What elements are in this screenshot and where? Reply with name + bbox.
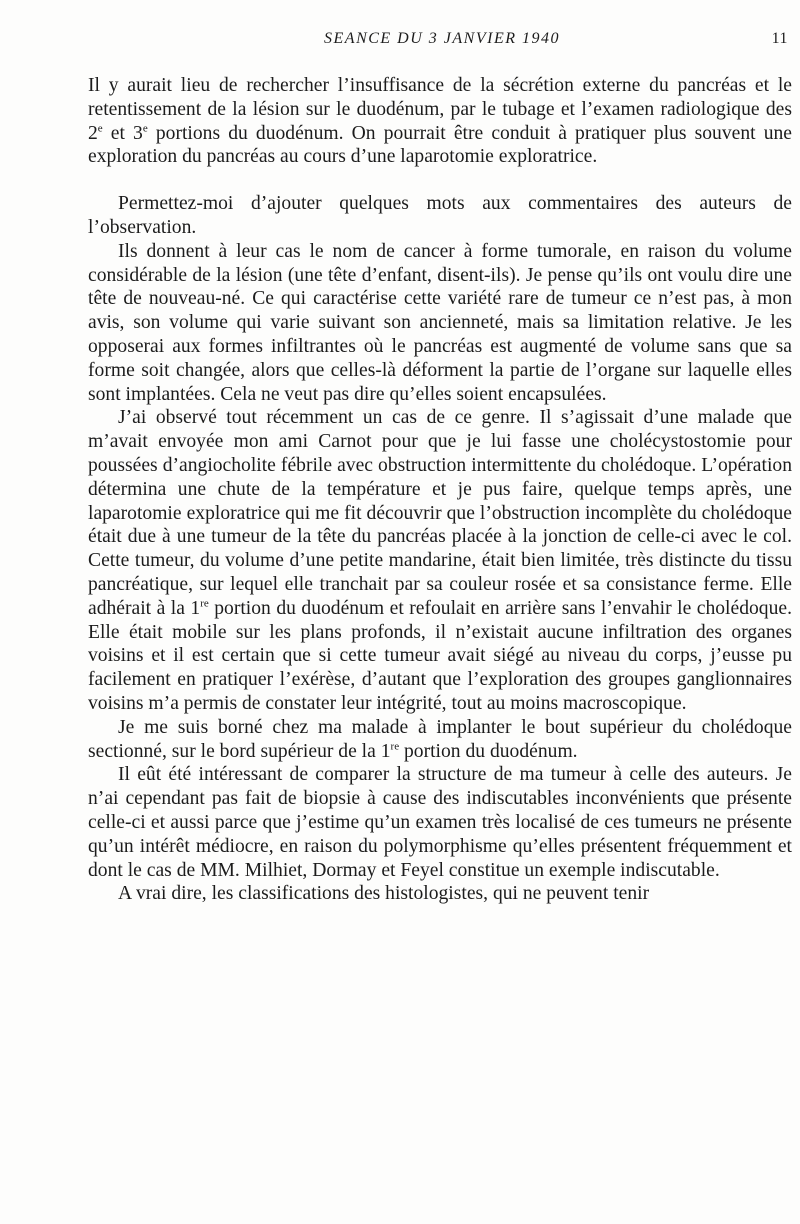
paragraph-comments: Permettez-moi d’ajouter quelques mots aux commentaires des auteurs de l’observation. (88, 193, 792, 238)
superscript: e (97, 122, 103, 135)
text-run: Je me suis borné chez ma malade à implanter le bout supérieur du cholédoque sectionné, sur le bord supérieur de la 1 (88, 716, 792, 762)
text-run: Il y aurait lieu de rechercher l’insuffisance de la sécrétion externe du pancréas et le retentissement de la lésion sur le duodénum, par le tubage et l’examen radiologique des 2 (88, 75, 792, 144)
superscript: e (142, 122, 148, 135)
text-run: portion du duodénum et refoulait en arrière sans l’envahir le cholédoque. Elle était mobile sur les plans profonds, il n’existait aucune infiltration des organes voisins et il est certain que si cette tumeur avait siégé au niveau du corps, j’eusse pu facilement en pratiquer l’exérèse, d’autant que l’exploration des groupes ganglionnaires voisins m’a permis de constater leur intégrité, tout au moins macroscopique. (88, 597, 792, 714)
text-run: J’ai observé tout récemment un cas de ce genre. Il s’agissait d’une malade que m’avait envoyée mon ami Carnot pour que je lui fasse une cholécystostomie pour poussées d’angiocholite fébrile avec obstruction intermittente du cholédoque. L’opération détermina une chute de la température et je pus faire, quelque temps après, une laparotomie exploratrice qui me fit découvrir que l’obstruction incomplète du cholédoque était due à une tumeur de la tête du pancréas placée à la jonction de celle-ci avec le col. Cette tumeur, du volume d’une petite mandarine, était bien limitée, très distincte du tissu pancréatique, sur lequel elle tranchait par sa couleur rosée et sa consistance ferme. Elle adhérait à la 1 (88, 407, 792, 619)
body-text (88, 74, 792, 906)
paragraph-tumoral-form: Ils donnent à leur cas le nom de cancer à forme tumorale, en raison du volume considérable de la lésion (une tête d’enfant, disent-ils). Je pense qu’ils ont voulu dire une tête de nouveau-né. Ce qui caractérise cette variété rare de tumeur ce n’est pas, à mon avis, son volume qui varie suivant son ancienneté, mais sa limitation relative. Je les opposerai aux formes infiltrantes où le pancréas est augmenté de volume sans que sa forme soit changée, alors que celles-là déforment la partie de l’organe sur laquelle elles sont implantées. Cela ne veut pas dire qu’elles soient encapsulées. (88, 240, 792, 405)
text-run: portion du duodénum. (399, 740, 578, 762)
superscript: re (390, 739, 400, 752)
text-run: et 3 (102, 122, 143, 144)
page-header (88, 30, 796, 58)
paragraph-case-report (88, 406, 792, 715)
page-number: 11 (771, 30, 788, 47)
paragraph-classifications: A vrai dire, les classifications des histologistes, qui ne peuvent tenir (118, 883, 650, 905)
paragraph-surgery (88, 716, 792, 764)
running-title: SEANCE DU 3 JANVIER 1940 (324, 30, 560, 47)
paragraph-pancreas-exploration (88, 74, 792, 169)
paragraph-biopsy: Il eût été intéressant de comparer la structure de ma tumeur à celle des auteurs. Je n’ai cependant pas fait de biopsie à cause des indiscutables inconvénients que présente celle-ci et aussi parce que j’estime qu’un examen très localisé de ces tumeurs ne présente qu’un intérêt médiocre, en raison du polymorphisme qu’elles présentent fréquemment et dont le cas de MM. Milhiet, Dormay et Feyel constitue un exemple indiscutable. (88, 764, 792, 881)
text-run: portions du duodénum. On pourrait être conduit à pratiquer plus souvent une exploration du pancréas au cours d’une laparotomie exploratrice. (88, 122, 792, 168)
superscript: re (200, 597, 209, 610)
